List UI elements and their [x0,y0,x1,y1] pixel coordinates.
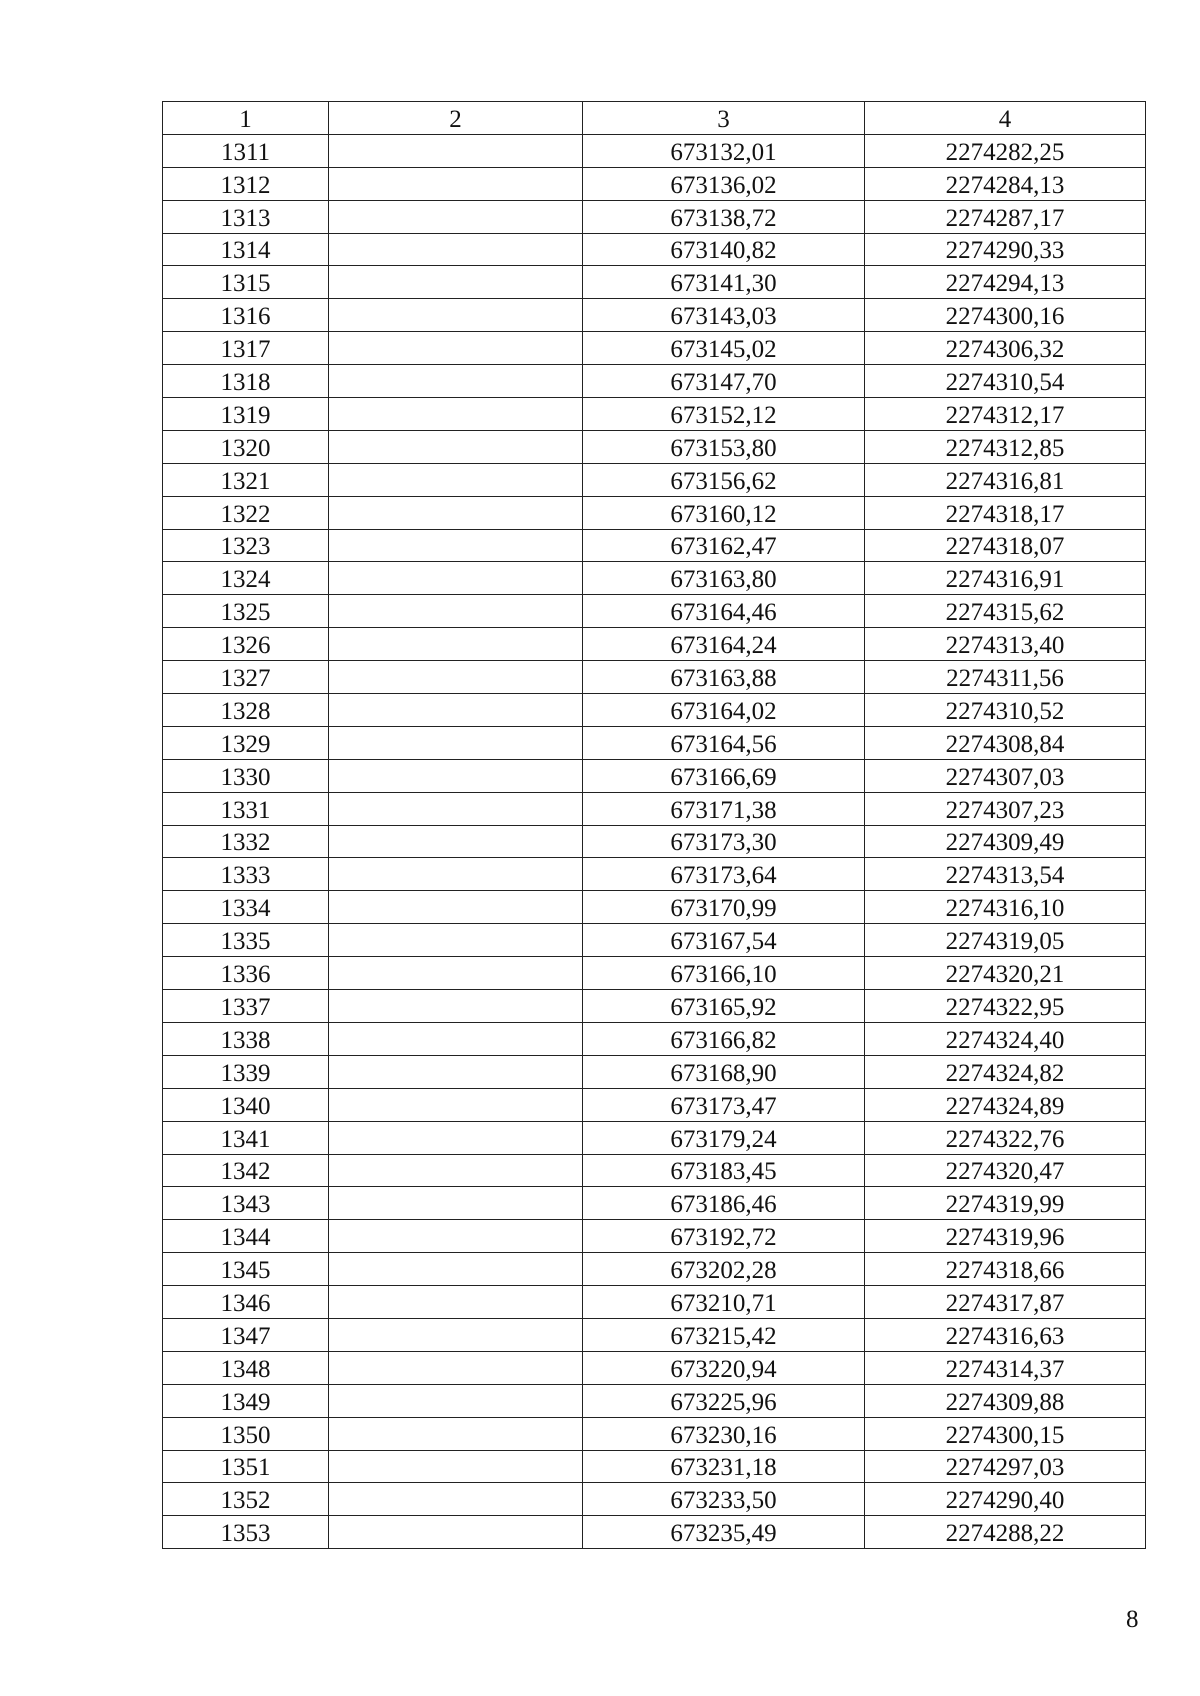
x-coordinate-cell: 673166,69 [583,759,865,792]
description-cell [329,365,583,398]
y-coordinate-cell: 2274312,17 [865,398,1146,431]
description-cell [329,496,583,529]
description-cell [329,233,583,266]
description-cell [329,891,583,924]
point-number-cell: 1314 [163,233,329,266]
x-coordinate-cell: 673186,46 [583,1187,865,1220]
table-row [163,167,1146,200]
y-coordinate-cell: 2274311,56 [865,661,1146,694]
point-number-cell: 1324 [163,562,329,595]
description-cell [329,1483,583,1516]
y-coordinate-cell: 2274313,40 [865,628,1146,661]
y-coordinate-cell: 2274316,63 [865,1318,1146,1351]
point-number-cell: 1340 [163,1088,329,1121]
table-row [163,1055,1146,1088]
x-coordinate-cell: 673202,28 [583,1253,865,1286]
description-cell [329,1121,583,1154]
description-cell [329,529,583,562]
table-row [163,1351,1146,1384]
table-body [163,134,1146,1548]
description-cell [329,200,583,233]
table-row [163,858,1146,891]
table-row [163,1318,1146,1351]
description-cell [329,1220,583,1253]
table-row [163,759,1146,792]
y-coordinate-cell: 2274310,52 [865,694,1146,727]
x-coordinate-cell: 673210,71 [583,1286,865,1319]
x-coordinate-cell: 673164,46 [583,595,865,628]
y-coordinate-cell: 2274316,10 [865,891,1146,924]
x-coordinate-cell: 673153,80 [583,430,865,463]
table-row [163,1516,1146,1549]
point-number-cell: 1331 [163,792,329,825]
point-number-cell: 1345 [163,1253,329,1286]
x-coordinate-cell: 673156,62 [583,463,865,496]
x-coordinate-cell: 673132,01 [583,134,865,167]
y-coordinate-cell: 2274322,76 [865,1121,1146,1154]
y-coordinate-cell: 2274319,99 [865,1187,1146,1220]
x-coordinate-cell: 673152,12 [583,398,865,431]
point-number-cell: 1326 [163,628,329,661]
y-coordinate-cell: 2274322,95 [865,990,1146,1023]
table-row [163,1121,1146,1154]
point-number-cell: 1323 [163,529,329,562]
description-cell [329,299,583,332]
point-number-cell: 1339 [163,1055,329,1088]
description-cell [329,661,583,694]
table-row [163,299,1146,332]
table-row [163,1483,1146,1516]
description-cell [329,1516,583,1549]
point-number-cell: 1334 [163,891,329,924]
table-row [163,233,1146,266]
description-cell [329,759,583,792]
y-coordinate-cell: 2274306,32 [865,332,1146,365]
y-coordinate-cell: 2274320,47 [865,1154,1146,1187]
table-row [163,134,1146,167]
x-coordinate-cell: 673163,88 [583,661,865,694]
y-coordinate-cell: 2274319,96 [865,1220,1146,1253]
x-coordinate-cell: 673138,72 [583,200,865,233]
y-coordinate-cell: 2274307,23 [865,792,1146,825]
table-row [163,562,1146,595]
point-number-cell: 1343 [163,1187,329,1220]
y-coordinate-cell: 2274317,87 [865,1286,1146,1319]
x-coordinate-cell: 673141,30 [583,266,865,299]
description-cell [329,430,583,463]
x-coordinate-cell: 673173,30 [583,825,865,858]
description-cell [329,1154,583,1187]
x-coordinate-cell: 673171,38 [583,792,865,825]
description-cell [329,858,583,891]
y-coordinate-cell: 2274318,66 [865,1253,1146,1286]
description-cell [329,792,583,825]
description-cell [329,463,583,496]
y-coordinate-cell: 2274324,82 [865,1055,1146,1088]
point-number-cell: 1352 [163,1483,329,1516]
table-row [163,628,1146,661]
column-header-3: 3 [583,102,865,135]
x-coordinate-cell: 673183,45 [583,1154,865,1187]
point-number-cell: 1337 [163,990,329,1023]
point-number-cell: 1336 [163,957,329,990]
x-coordinate-cell: 673147,70 [583,365,865,398]
table-header-row [163,102,1146,135]
description-cell [329,562,583,595]
column-header-2: 2 [329,102,583,135]
table-row [163,924,1146,957]
y-coordinate-cell: 2274318,07 [865,529,1146,562]
table-row [163,1450,1146,1483]
y-coordinate-cell: 2274309,49 [865,825,1146,858]
point-number-cell: 1350 [163,1417,329,1450]
y-coordinate-cell: 2274315,62 [865,595,1146,628]
y-coordinate-cell: 2274290,33 [865,233,1146,266]
x-coordinate-cell: 673167,54 [583,924,865,957]
description-cell [329,1286,583,1319]
y-coordinate-cell: 2274297,03 [865,1450,1146,1483]
table-row [163,1384,1146,1417]
description-cell [329,134,583,167]
y-coordinate-cell: 2274314,37 [865,1351,1146,1384]
table-row [163,1220,1146,1253]
x-coordinate-cell: 673145,02 [583,332,865,365]
y-coordinate-cell: 2274300,16 [865,299,1146,332]
x-coordinate-cell: 673164,02 [583,694,865,727]
description-cell [329,924,583,957]
point-number-cell: 1313 [163,200,329,233]
point-number-cell: 1327 [163,661,329,694]
table-row [163,694,1146,727]
y-coordinate-cell: 2274300,15 [865,1417,1146,1450]
y-coordinate-cell: 2274324,40 [865,1022,1146,1055]
table-row [163,365,1146,398]
point-number-cell: 1325 [163,595,329,628]
point-number-cell: 1342 [163,1154,329,1187]
x-coordinate-cell: 673231,18 [583,1450,865,1483]
x-coordinate-cell: 673233,50 [583,1483,865,1516]
description-cell [329,1417,583,1450]
point-number-cell: 1333 [163,858,329,891]
y-coordinate-cell: 2274309,88 [865,1384,1146,1417]
x-coordinate-cell: 673173,47 [583,1088,865,1121]
table-row [163,463,1146,496]
table-row [163,1253,1146,1286]
x-coordinate-cell: 673192,72 [583,1220,865,1253]
x-coordinate-cell: 673136,02 [583,167,865,200]
coordinates-table [162,101,1146,1549]
point-number-cell: 1316 [163,299,329,332]
description-cell [329,726,583,759]
point-number-cell: 1330 [163,759,329,792]
x-coordinate-cell: 673235,49 [583,1516,865,1549]
x-coordinate-cell: 673164,24 [583,628,865,661]
description-cell [329,1187,583,1220]
page-number: 8 [1126,1606,1139,1633]
point-number-cell: 1335 [163,924,329,957]
description-cell [329,1022,583,1055]
description-cell [329,990,583,1023]
x-coordinate-cell: 673143,03 [583,299,865,332]
description-cell [329,398,583,431]
y-coordinate-cell: 2274312,85 [865,430,1146,463]
table-row [163,726,1146,759]
point-number-cell: 1315 [163,266,329,299]
x-coordinate-cell: 673140,82 [583,233,865,266]
table-row [163,430,1146,463]
description-cell [329,332,583,365]
x-coordinate-cell: 673220,94 [583,1351,865,1384]
y-coordinate-cell: 2274308,84 [865,726,1146,759]
description-cell [329,1055,583,1088]
x-coordinate-cell: 673166,82 [583,1022,865,1055]
point-number-cell: 1341 [163,1121,329,1154]
y-coordinate-cell: 2274316,81 [865,463,1146,496]
x-coordinate-cell: 673163,80 [583,562,865,595]
point-number-cell: 1319 [163,398,329,431]
point-number-cell: 1353 [163,1516,329,1549]
column-header-4: 4 [865,102,1146,135]
table-row [163,792,1146,825]
y-coordinate-cell: 2274288,22 [865,1516,1146,1549]
x-coordinate-cell: 673225,96 [583,1384,865,1417]
table-row [163,332,1146,365]
y-coordinate-cell: 2274316,91 [865,562,1146,595]
description-cell [329,825,583,858]
table-row [163,1187,1146,1220]
table-row [163,200,1146,233]
x-coordinate-cell: 673166,10 [583,957,865,990]
point-number-cell: 1344 [163,1220,329,1253]
description-cell [329,1318,583,1351]
description-cell [329,266,583,299]
table-row [163,529,1146,562]
point-number-cell: 1311 [163,134,329,167]
x-coordinate-cell: 673165,92 [583,990,865,1023]
table-row [163,891,1146,924]
x-coordinate-cell: 673170,99 [583,891,865,924]
point-number-cell: 1332 [163,825,329,858]
point-number-cell: 1346 [163,1286,329,1319]
table-row [163,595,1146,628]
point-number-cell: 1322 [163,496,329,529]
y-coordinate-cell: 2274320,21 [865,957,1146,990]
y-coordinate-cell: 2274307,03 [865,759,1146,792]
x-coordinate-cell: 673173,64 [583,858,865,891]
point-number-cell: 1328 [163,694,329,727]
y-coordinate-cell: 2274310,54 [865,365,1146,398]
x-coordinate-cell: 673230,16 [583,1417,865,1450]
y-coordinate-cell: 2274324,89 [865,1088,1146,1121]
x-coordinate-cell: 673215,42 [583,1318,865,1351]
table-row [163,990,1146,1023]
table-row [163,1088,1146,1121]
y-coordinate-cell: 2274319,05 [865,924,1146,957]
y-coordinate-cell: 2274313,54 [865,858,1146,891]
point-number-cell: 1349 [163,1384,329,1417]
column-header-1: 1 [163,102,329,135]
point-number-cell: 1312 [163,167,329,200]
description-cell [329,957,583,990]
description-cell [329,595,583,628]
description-cell [329,1088,583,1121]
description-cell [329,1450,583,1483]
point-number-cell: 1317 [163,332,329,365]
y-coordinate-cell: 2274318,17 [865,496,1146,529]
description-cell [329,1384,583,1417]
y-coordinate-cell: 2274282,25 [865,134,1146,167]
description-cell [329,1253,583,1286]
table-row [163,1417,1146,1450]
y-coordinate-cell: 2274287,17 [865,200,1146,233]
point-number-cell: 1320 [163,430,329,463]
description-cell [329,694,583,727]
table-row [163,1154,1146,1187]
y-coordinate-cell: 2274284,13 [865,167,1146,200]
description-cell [329,167,583,200]
description-cell [329,628,583,661]
y-coordinate-cell: 2274294,13 [865,266,1146,299]
point-number-cell: 1318 [163,365,329,398]
x-coordinate-cell: 673164,56 [583,726,865,759]
table-row [163,496,1146,529]
x-coordinate-cell: 673179,24 [583,1121,865,1154]
point-number-cell: 1338 [163,1022,329,1055]
table-row [163,398,1146,431]
point-number-cell: 1348 [163,1351,329,1384]
table-row [163,266,1146,299]
y-coordinate-cell: 2274290,40 [865,1483,1146,1516]
x-coordinate-cell: 673168,90 [583,1055,865,1088]
point-number-cell: 1329 [163,726,329,759]
table-row [163,661,1146,694]
point-number-cell: 1351 [163,1450,329,1483]
table-row [163,825,1146,858]
table-row [163,957,1146,990]
point-number-cell: 1321 [163,463,329,496]
table-row [163,1022,1146,1055]
x-coordinate-cell: 673160,12 [583,496,865,529]
table-row [163,1286,1146,1319]
x-coordinate-cell: 673162,47 [583,529,865,562]
point-number-cell: 1347 [163,1318,329,1351]
description-cell [329,1351,583,1384]
